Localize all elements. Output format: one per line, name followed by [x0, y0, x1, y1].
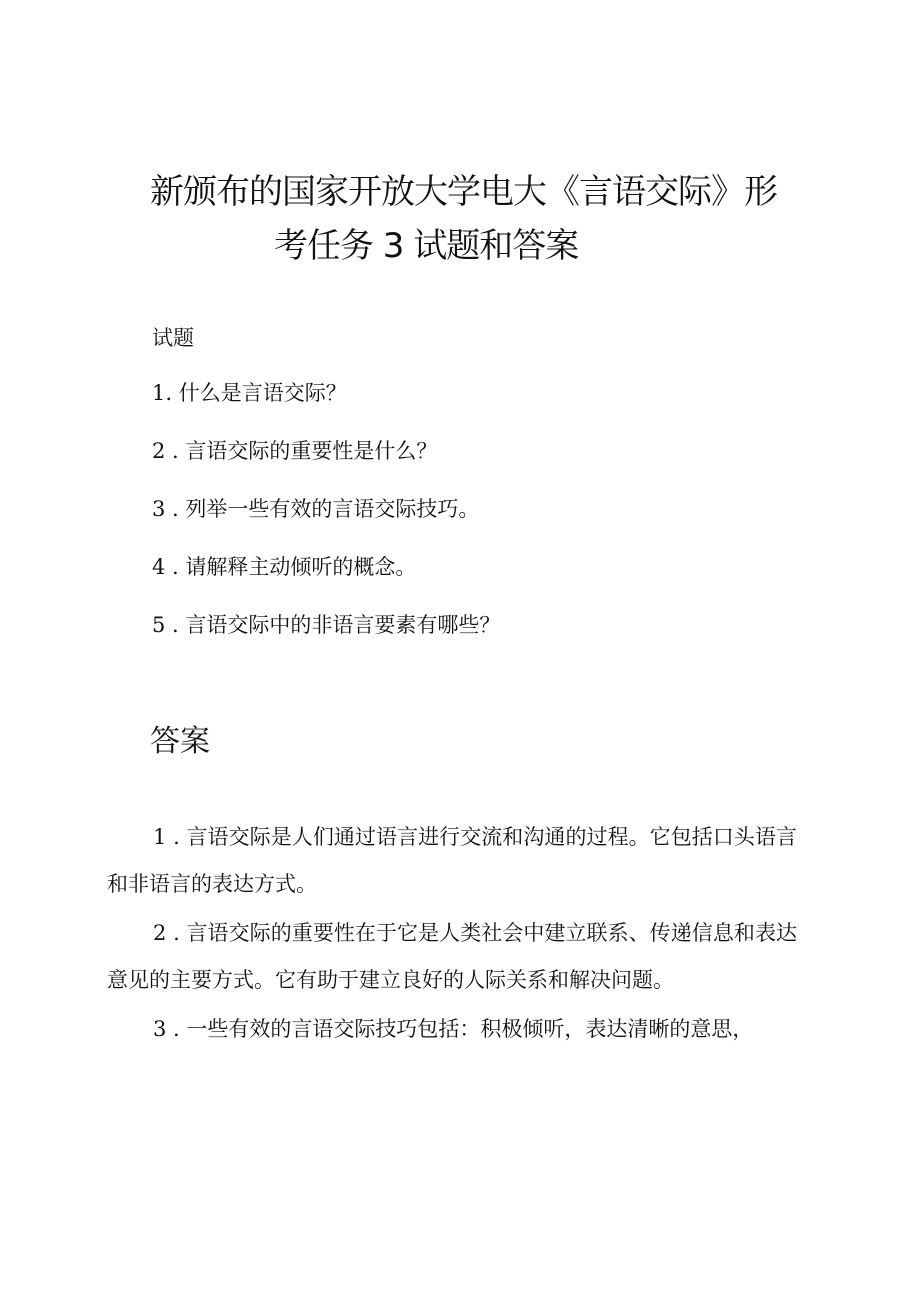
title-line-2: 考任务 3 试题和答案 [274, 226, 579, 266]
question-item: 1. 什么是言语交际？ [152, 381, 347, 405]
question-item: 4 . 请解释主动倾听的概念。 [152, 555, 417, 579]
question-item: 2 . 言语交际的重要性是什么？ [152, 439, 438, 463]
questions-list [152, 378, 500, 668]
answer-paragraph: 2 . 言语交际的重要性在于它是人类社会中建立联系、传递信息和表达意见的主要方式。它有助于建立良好的人际关系和解决问题。 [107, 921, 797, 992]
answer-paragraph: 1 . 言语交际是人们通过语言进行交流和沟通的过程。它包括口头语言和非语言的表达方式。 [107, 825, 797, 896]
answer-paragraph: 3 . 一些有效的言语交际技巧包括：积极倾听，表达清晰的意思， [153, 1017, 754, 1041]
question-item: 5 . 言语交际中的非语言要素有哪些？ [152, 613, 501, 637]
answers-heading: 答案 [150, 724, 210, 759]
document-title [150, 165, 810, 273]
questions-label: 试题 [152, 326, 194, 350]
title-line-1: 新颁布的国家开放大学电大《言语交际》形 [150, 172, 777, 212]
question-item: 3 . 列举一些有效的言语交际技巧。 [152, 497, 480, 521]
answers-body [107, 814, 797, 1055]
